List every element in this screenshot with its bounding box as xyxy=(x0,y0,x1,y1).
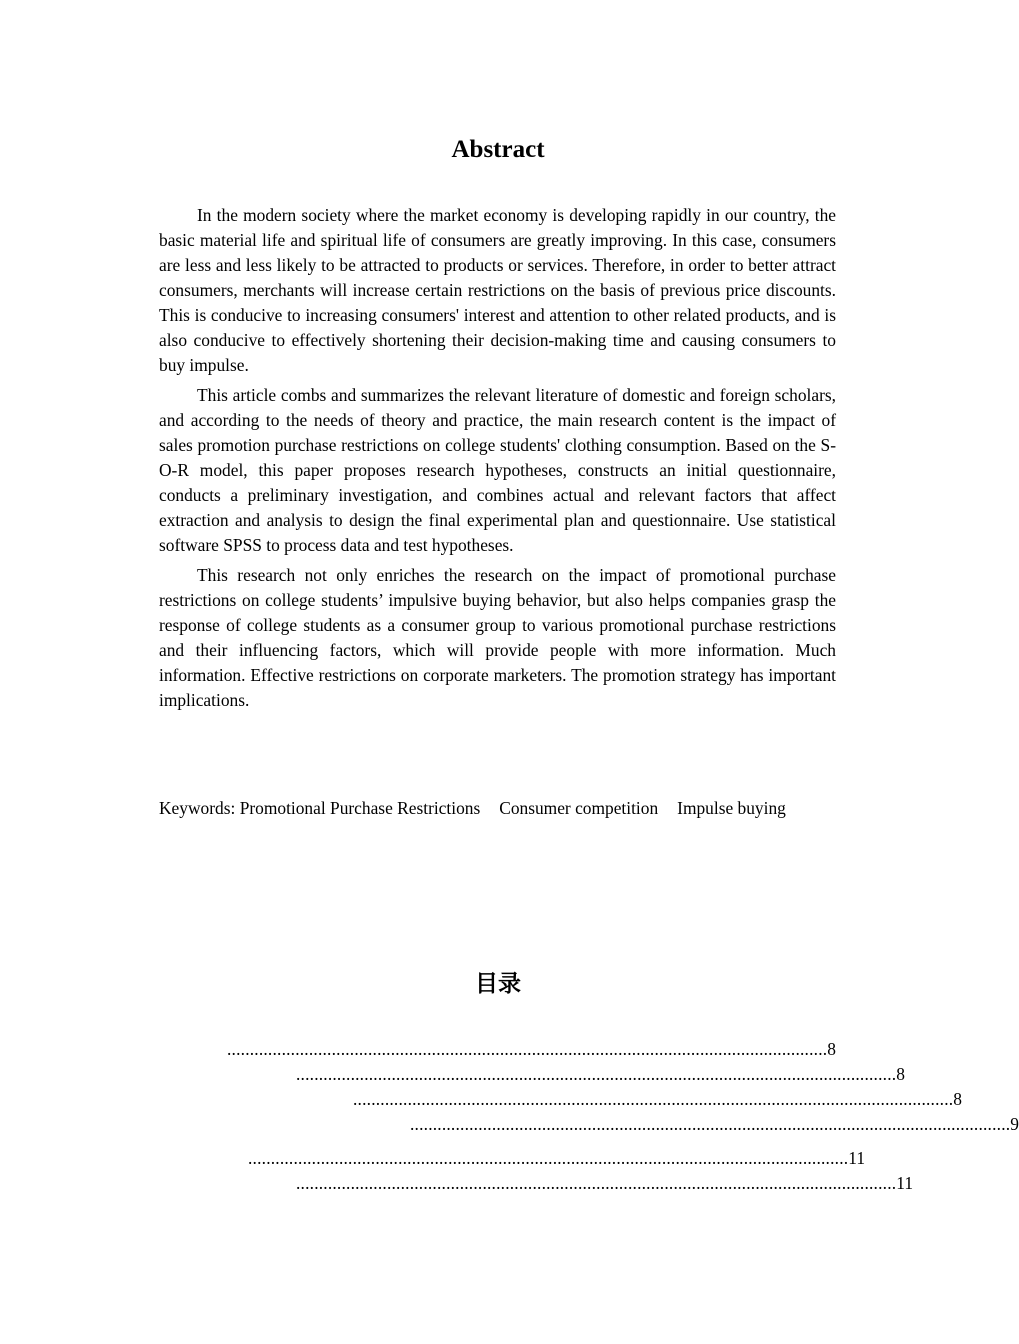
abstract-body xyxy=(159,203,836,718)
toc-entry-4[interactable] xyxy=(410,1112,1019,1137)
toc-page-number: 8 xyxy=(896,1064,905,1084)
toc-page-number: 11 xyxy=(848,1148,866,1168)
abstract-paragraph-1: In the modern society where the market economy is developing rapidly in our country, the basic material life and spiritual life of consumers are greatly improving. In this case, consumers are less and less likely to be attracted to products or services. Therefore, in order to better attract consumers, merchants will increase certain restrictions on the basis of previous price discounts. This is conducive to increasing consumers' interest and attention to other related products, and is also conducive to effectively shortening their decision-making time and causing consumers to buy impulse. xyxy=(159,205,836,375)
toc-page-number: 8 xyxy=(827,1039,836,1059)
toc-leader-dots: .................................................................................................................................... xyxy=(296,1064,897,1084)
toc-leader-dots: .................................................................................................................................... xyxy=(227,1039,828,1059)
toc-entry-1[interactable] xyxy=(210,1037,836,1062)
toc-entry-5[interactable] xyxy=(248,1146,866,1171)
toc-page-number: 8 xyxy=(953,1089,962,1109)
toc-page-number: 11 xyxy=(896,1173,914,1193)
toc-leader-dots: .................................................................................................................................... xyxy=(353,1089,954,1109)
keywords-label: Keywords: xyxy=(159,798,236,818)
keywords-line xyxy=(159,796,799,821)
keyword-3: Impulse buying xyxy=(677,798,786,818)
toc-leader-dots: .................................................................................................................................... xyxy=(410,1114,1011,1134)
toc-leader-dots: .................................................................................................................................... xyxy=(248,1148,849,1168)
toc-title: 目录 xyxy=(475,971,521,997)
toc-entry-6[interactable] xyxy=(296,1171,914,1196)
toc-entry-2[interactable] xyxy=(296,1062,905,1087)
abstract-paragraph-3: This research not only enriches the research on the impact of promotional purchase restrictions on college students’ impulsive buying behavior, but also helps companies grasp the response of college students as a consumer group to various promotional purchase restrictions and their influencing factors, which will provide people with more information. Much information. Effective restrictions on corporate marketers. The promotion strategy has important implications. xyxy=(159,565,836,710)
toc-page-number: 9 xyxy=(1010,1114,1019,1134)
keyword-1: Promotional Purchase Restrictions xyxy=(239,798,481,818)
abstract-title: Abstract xyxy=(451,136,545,163)
toc-leader-dots: .................................................................................................................................... xyxy=(296,1173,897,1193)
keyword-2: Consumer competition xyxy=(499,798,659,818)
abstract-paragraph-2: This article combs and summarizes the relevant literature of domestic and foreign scholars, and according to the needs of theory and practice, the main research content is the impact of sales promotion purchase restrictions on college students' clothing consumption. Based on the S-O-R model, this paper proposes research hypotheses, constructs an initial questionnaire, conducts a preliminary investigation, and combines actual and relevant factors that affect extraction and analysis to design the final experimental plan and questionnaire. Use statistical software SPSS to process data and test hypotheses. xyxy=(159,385,836,555)
toc-entry-3[interactable] xyxy=(353,1087,962,1112)
